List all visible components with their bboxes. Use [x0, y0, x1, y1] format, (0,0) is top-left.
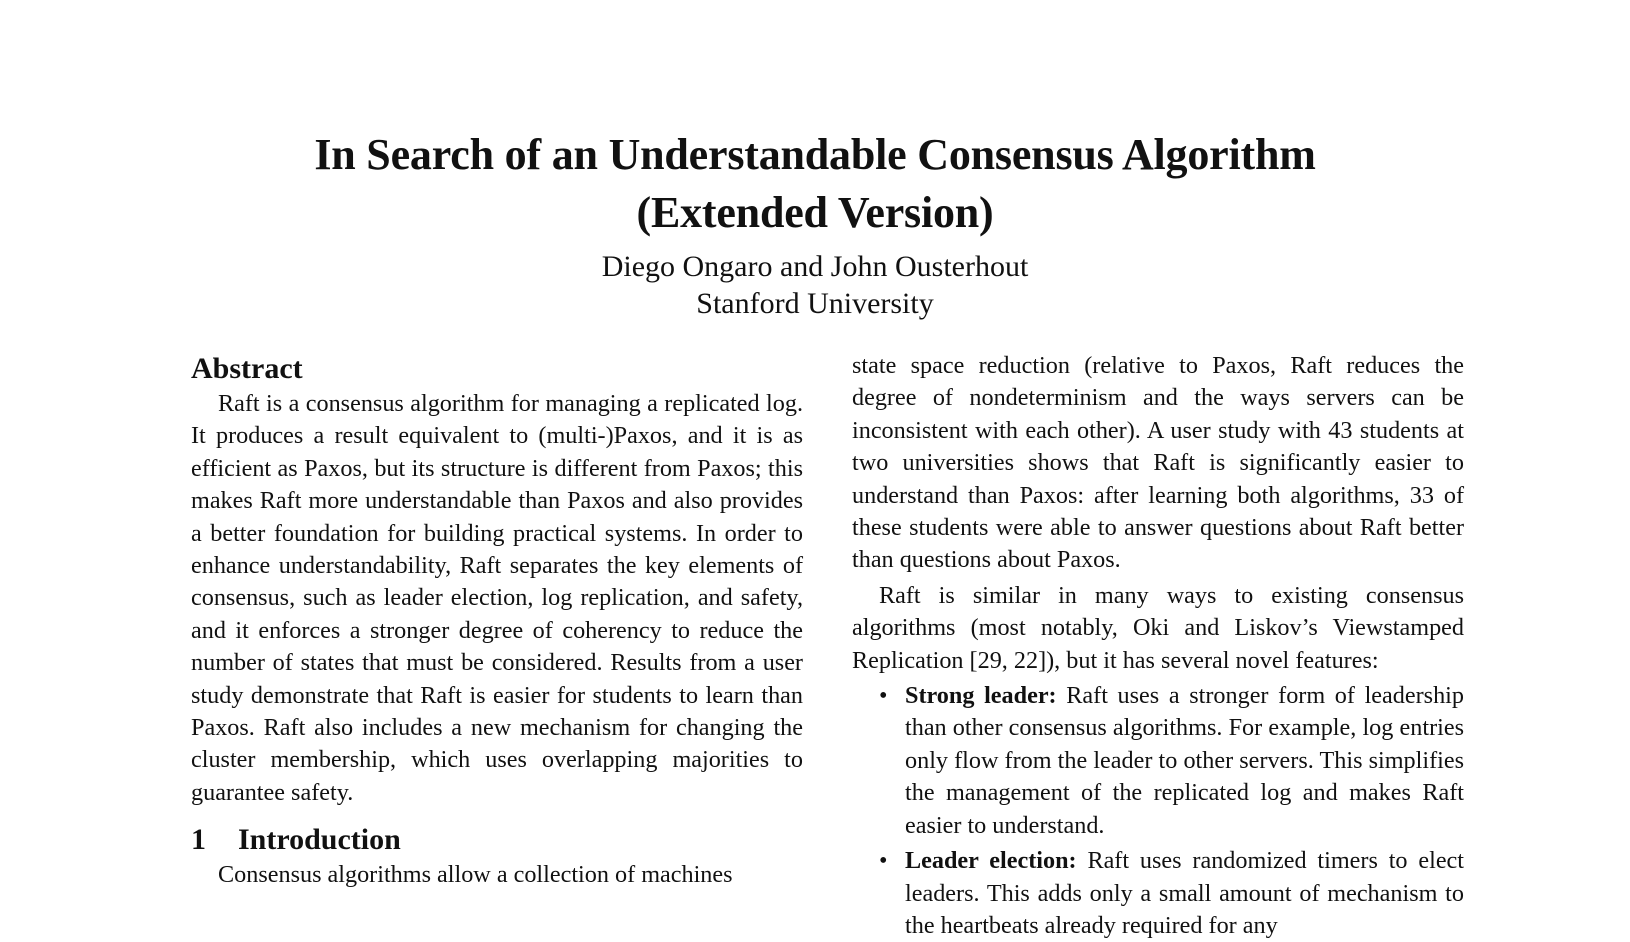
list-item: [852, 680, 1464, 842]
bullet-icon: •: [879, 682, 888, 710]
right-paragraph-2: Raft is similar in many ways to existing consensus algorithms (most notably, Oki and Liskov’s Viewstamped Replication [29, 22]), but it has several novel features:: [852, 581, 1464, 674]
paper-affiliation: Stanford University: [696, 287, 934, 320]
section-title: Introduction: [238, 823, 401, 857]
right-column: [852, 350, 1464, 942]
title-block: [0, 126, 1630, 322]
paper-title-line-1: In Search of an Understandable Consensus Algorithm: [314, 130, 1316, 179]
introduction-heading: [191, 821, 803, 859]
bullet-text: Raft uses a stronger form of leadership than other consensus algorithms. For example, log entries only flow from the leader to other servers. This simplifies the management of the replicated log and makes Raft easier to understand.: [905, 682, 1464, 839]
section-number: 1: [191, 823, 206, 857]
introduction-text: Consensus algorithms allow a collection of machines: [218, 861, 733, 889]
abstract-heading: Abstract: [191, 352, 303, 385]
bullet-term: Leader election:: [905, 847, 1088, 875]
paper-title-line-2: (Extended Version): [636, 188, 994, 237]
bullet-term: Strong leader:: [905, 682, 1067, 710]
abstract-text: Raft is a consensus algorithm for managing a replicated log. It produces a result equivalent to (multi-)Paxos, and it is as efficient as Paxos, but its structure is different from Paxos; this makes Raft more understandable than Paxos and also provides a better foundation for building practical systems. In order to enhance understandability, Raft separates the key elements of consensus, such as leader election, log replication, and safety, and it enforces a stronger degree of coherency to reduce the number of states that must be considered. Results from a user study demonstrate that Raft is easier for students to learn than Paxos. Raft also includes a new mechanism for changing the cluster membership, which uses overlapping majorities to guarantee safety.: [191, 390, 803, 806]
bullet-text: Raft uses randomized timers to elect leaders. This adds only a small amount of mechanism to the heartbeats already required for any: [905, 847, 1465, 939]
right-paragraph-1: state space reduction (relative to Paxos, Raft reduces the degree of nondeterminism and the ways servers can be inconsistent with each other). A user study with 43 students at two universities shows that Raft is significantly easier to understand than Paxos: after learning both algorithms, 33 of these students were able to answer questions about Raft better than questions about Paxos.: [852, 352, 1464, 574]
left-column: [191, 350, 803, 892]
paper-authors: Diego Ongaro and John Ousterhout: [601, 250, 1029, 283]
bullet-icon: •: [879, 847, 888, 875]
list-item: [852, 845, 1464, 942]
feature-list: [852, 680, 1464, 942]
